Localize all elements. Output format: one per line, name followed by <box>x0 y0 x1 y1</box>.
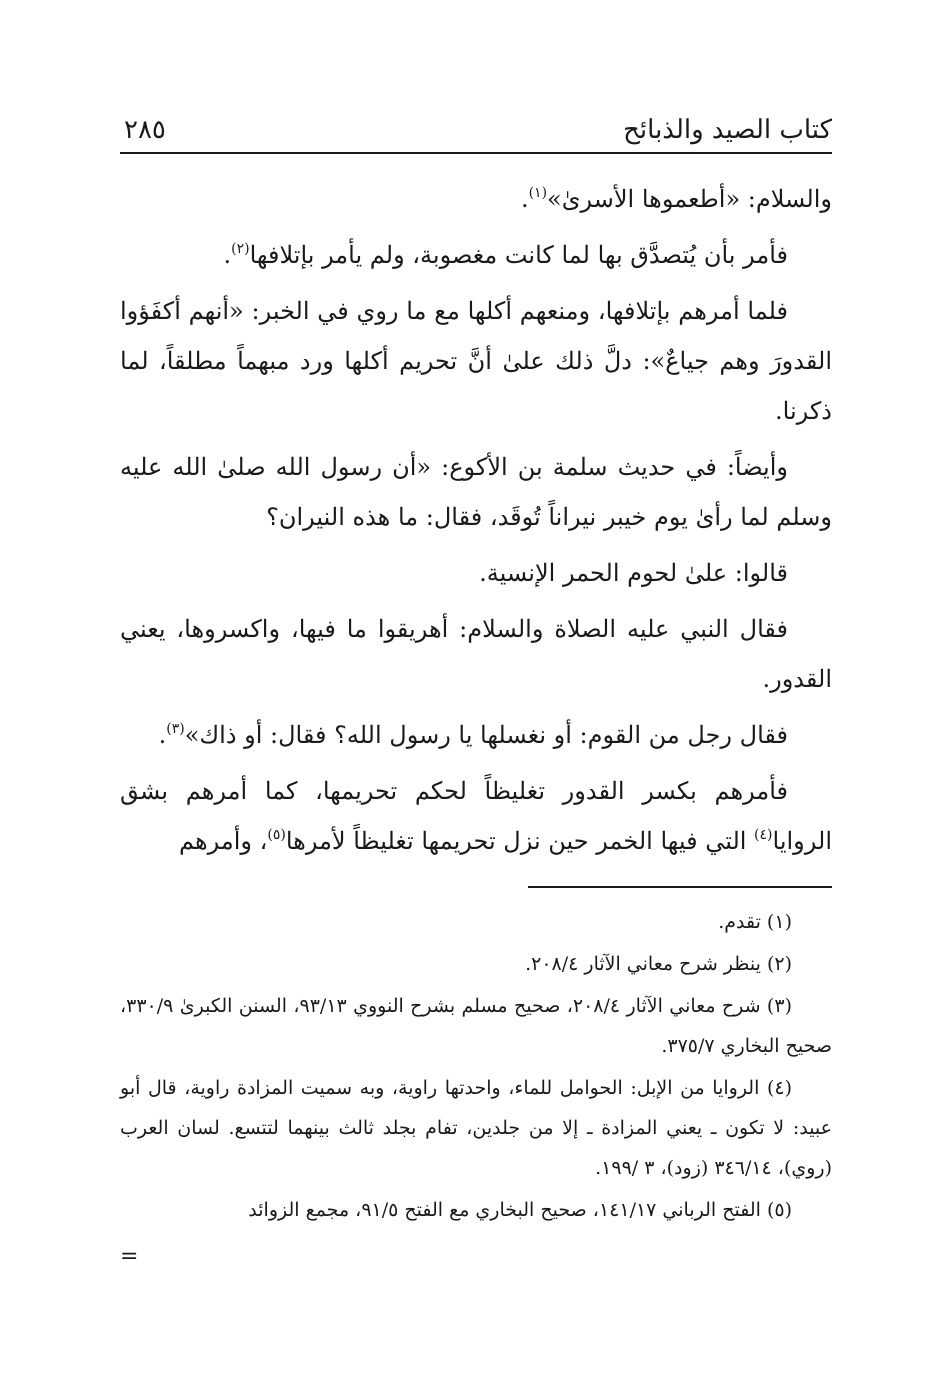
footnote-2: (٢) ينظر شرح معاني الآثار ٢٠٨/٤. <box>525 953 792 975</box>
paragraph-3: فلما أمرهم بإتلافها، ومنعهم أكلها مع ما روي في الخبر: «أنهم أكفَؤوا القدورَ وهم جياعٌ»: دلَّ ذلك علىٰ أنَّ تحريم أكلها ورد مبهماً مطلقاً، لما ذكرنا. <box>120 297 832 425</box>
page-number: ٢٨٥ <box>124 115 166 145</box>
footnote-5: (٥) الفتح الرباني ١٤١/١٧، صحيح البخاري مع الفتح ٩١/٥، مجمع الزوائد <box>248 1199 792 1221</box>
paragraph-5: قالوا: علىٰ لحوم الحمر الإنسية. <box>479 559 788 587</box>
paragraph-2-text: فأمر بأن يُتصدَّق بها لما كانت مغصوبة، ولم يأمر بإتلافها <box>249 241 788 269</box>
footnote-ref-3: (٣) <box>166 721 185 737</box>
footnote-ref-4: (٤) <box>754 827 773 843</box>
paragraph-8 <box>120 766 832 866</box>
paragraph-7 <box>120 710 832 760</box>
paragraph-1-period: . <box>520 185 529 213</box>
continuation-mark: = <box>120 1244 139 1269</box>
paragraph-8-text-b: التي فيها الخمر حين نزل تحريمها تغليظاً لأمرها <box>285 827 755 855</box>
footnote-3: (٣) شرح معاني الآثار ٢٠٨/٤، صحيح مسلم بشرح النووي ٩٣/١٣، السنن الكبرىٰ ٣٣٠/٩، صحيح البخاري ٣٧٥/٧. <box>120 995 832 1057</box>
paragraph-2 <box>120 230 832 280</box>
footnote-1: (١) تقدم. <box>718 911 792 933</box>
paragraph-8-text-a: فأمرهم بكسر القدور تغليظاً لحكم تحريمها، كما أمرهم بشق الروايا <box>120 777 832 855</box>
footnote-ref-2: (٢) <box>231 241 250 257</box>
paragraph-7-period: . <box>158 721 167 749</box>
body-text <box>120 174 832 872</box>
footnote-ref-1: (١) <box>528 185 548 201</box>
paragraph-1-text: والسلام: «أطعموها الأسرىٰ» <box>547 185 832 213</box>
page-header <box>120 108 832 154</box>
page-title: كتاب الصيد والذبائح <box>623 115 832 145</box>
paragraph-4: وأيضاً: في حديث سلمة بن الأكوع: «أن رسول الله صلىٰ الله عليه وسلم لما رأىٰ يوم خيبر نيراناً تُوقَد، فقال: ما هذه النيران؟ <box>120 453 832 531</box>
paragraph-7-text: فقال رجل من القوم: أو نغسلها يا رسول الله؟ فقال: أو ذاك» <box>184 721 788 749</box>
footnote-separator <box>528 886 832 888</box>
paragraph-2-period: . <box>223 241 232 269</box>
paragraph-6: فقال النبي عليه الصلاة والسلام: أهريقوا ما فيها، واكسروها، يعني القدور. <box>120 615 832 693</box>
footnote-ref-5: (٥) <box>267 827 286 843</box>
footnote-4: (٤) الروايا من الإبل: الحوامل للماء، واحدتها راوية، وبه سميت المزادة راوية، قال أبو عبيد: لا تكون ـ يعني المزادة ـ إلا من جلدين، تفام بجلد ثالث بينهما لتتسع. لسان العرب (روي)، ٣٤٦/١٤ (زود)، ٣ /١٩٩. <box>120 1077 832 1179</box>
footnotes <box>120 902 832 1232</box>
paragraph-8-text-c: ، وأمرهم <box>179 827 268 855</box>
paragraph-1 <box>120 174 832 224</box>
